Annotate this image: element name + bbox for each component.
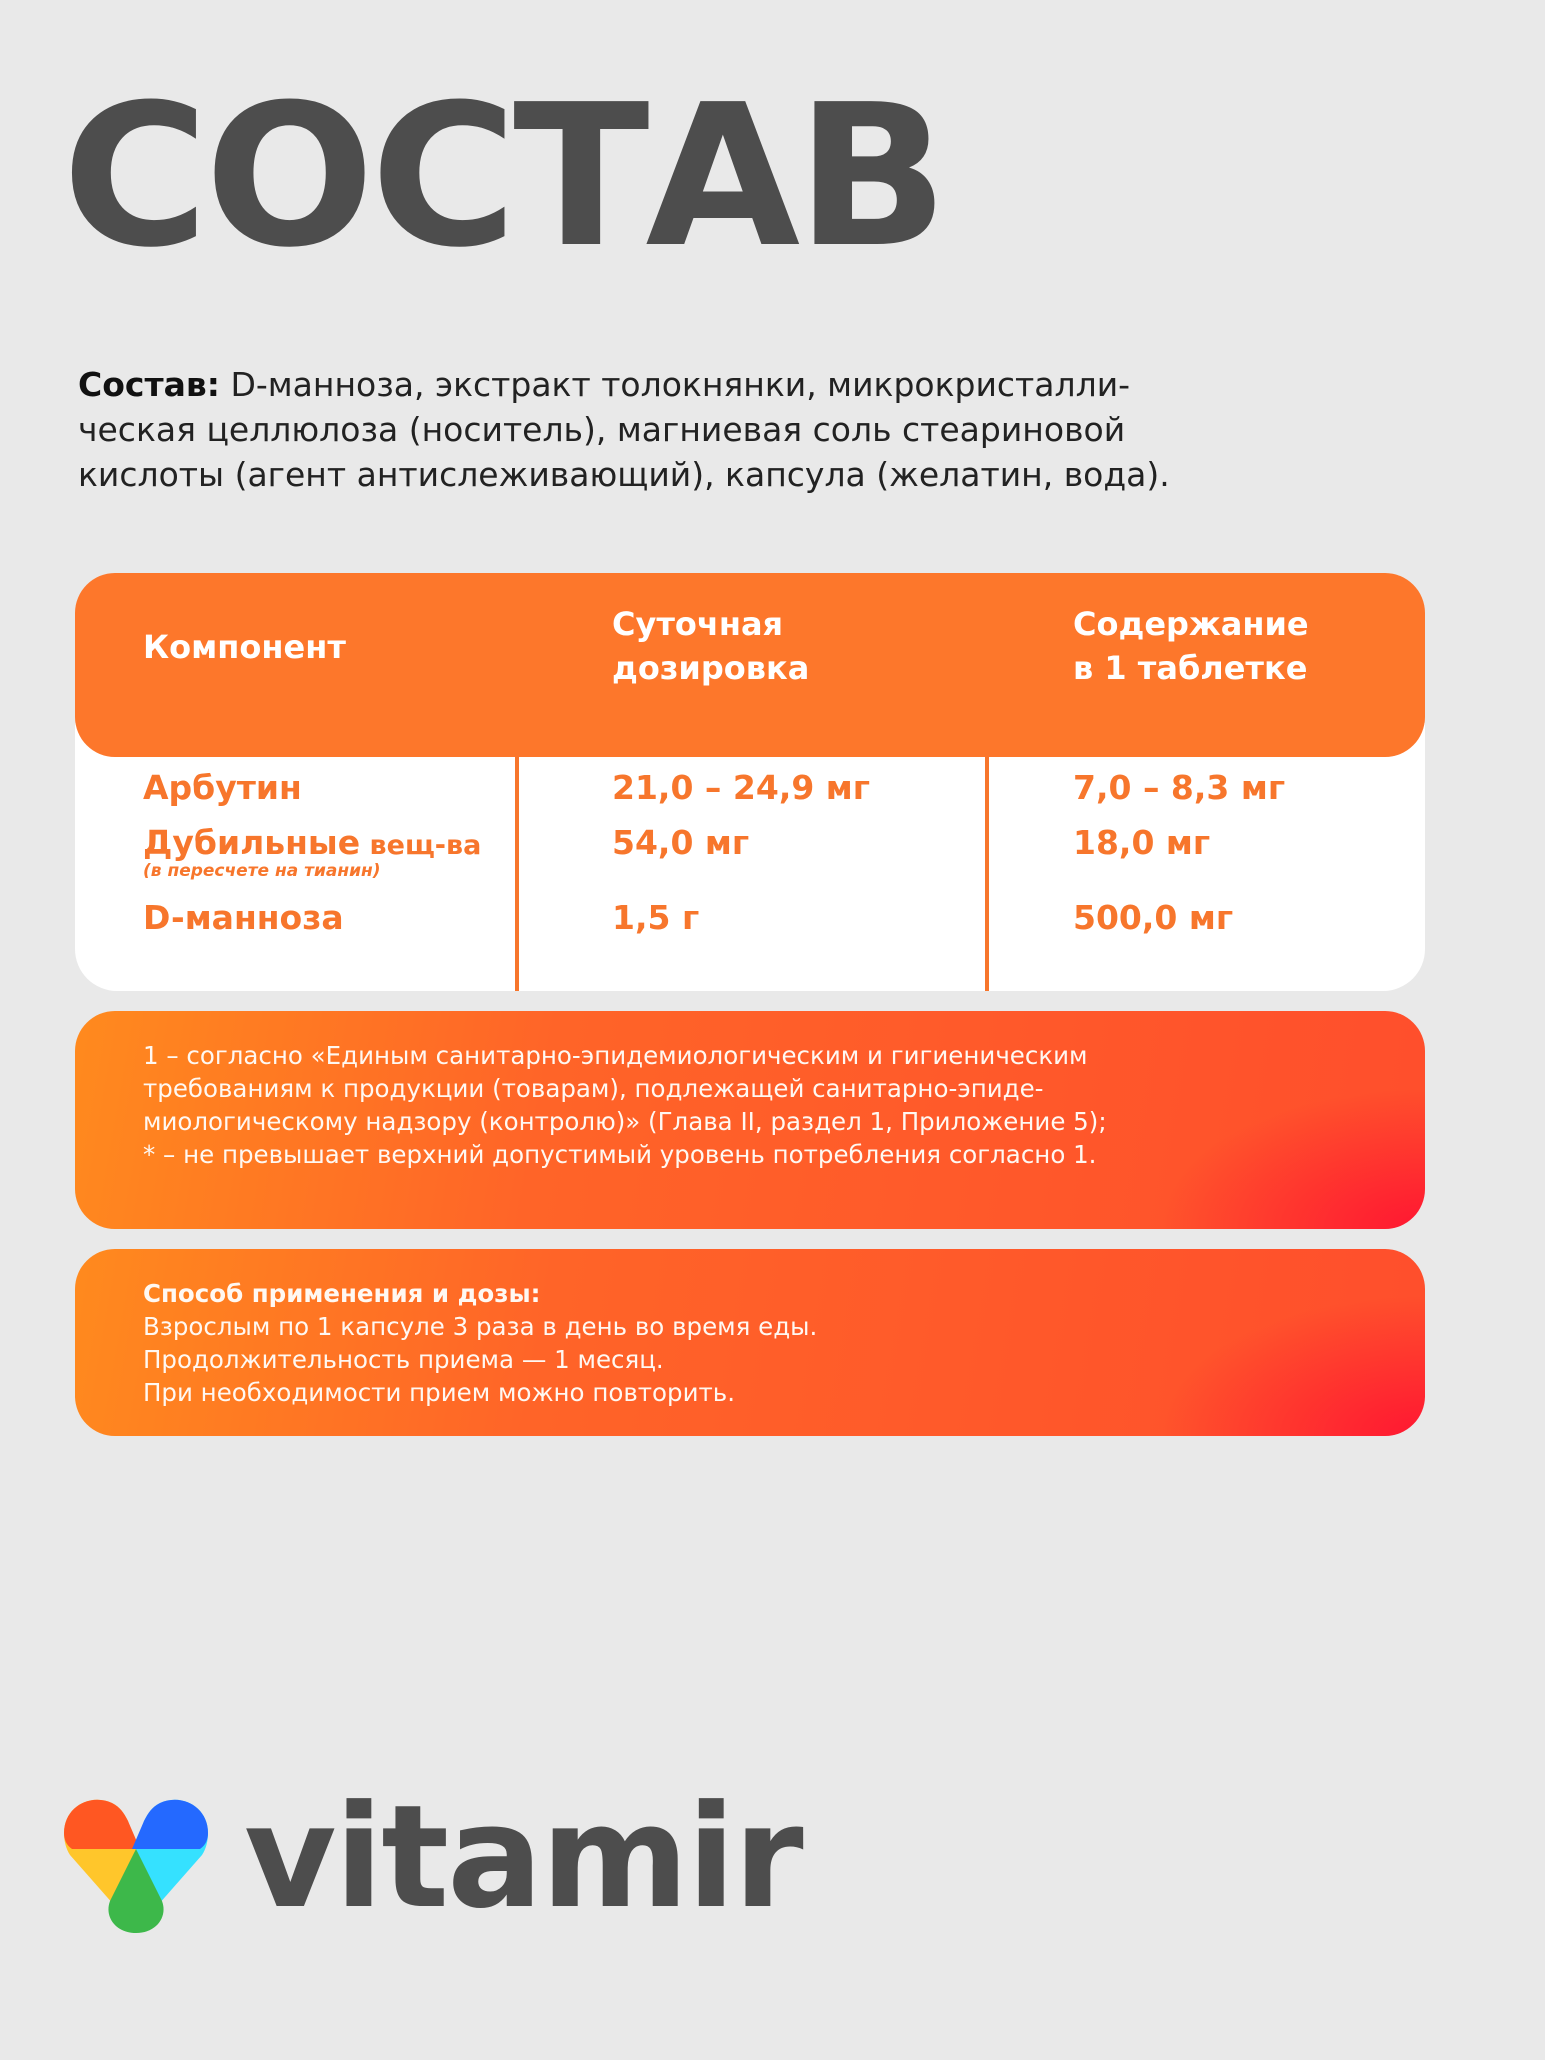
header-daily-dose [612, 602, 809, 690]
composition-line: ческая целлюлоза (носитель), магниевая соль стеариновой [78, 410, 1126, 449]
usage-box [75, 1249, 1425, 1436]
header-label: Компонент [143, 628, 346, 666]
row-tannins-per-tablet: 18,0 мг [1073, 823, 1211, 862]
header-component [143, 625, 346, 669]
footnotes-box [75, 1011, 1425, 1229]
row-mannose-daily: 1,5 г [612, 898, 700, 937]
column-divider [515, 757, 519, 991]
column-divider [985, 757, 989, 991]
footnote-line: * – не превышает верхний допустимый уровень потребления согласно 1. [143, 1140, 1097, 1169]
footnote-line: миологическому надзору (контролю)» (Глава II, раздел 1, Приложение 5); [143, 1107, 1107, 1136]
header-label: дозировка [612, 649, 810, 687]
footnote-line: 1 – согласно «Единым санитарно-эпидемиологическим и гигиеническим [143, 1041, 1088, 1070]
row-tannins-component [143, 823, 481, 866]
component-name: Дубильные [143, 823, 361, 862]
row-mannose-component: D-манноза [143, 898, 344, 937]
component-suffix: вещ-ва [360, 830, 482, 861]
row-mannose-per-tablet: 500,0 мг [1073, 898, 1234, 937]
usage-line: При необходимости прием можно повторить. [143, 1378, 736, 1407]
header-label: Суточная [612, 605, 784, 643]
usage-line: Продолжительность приема — 1 месяц. [143, 1345, 664, 1374]
row-arbutin-daily: 21,0 – 24,9 мг [612, 768, 871, 807]
row-arbutin-component: Арбутин [143, 768, 302, 807]
header-label: Содержание [1073, 605, 1309, 643]
row-arbutin-per-tablet: 7,0 – 8,3 мг [1073, 768, 1286, 807]
table-header [75, 573, 1425, 757]
row-tannins-daily: 54,0 мг [612, 823, 750, 862]
header-per-tablet [1073, 602, 1309, 690]
header-label: в 1 таблетке [1073, 649, 1308, 687]
composition-paragraph [78, 362, 1378, 497]
composition-table [75, 573, 1425, 991]
composition-line: кислоты (агент антислеживающий), капсула (желатин, вода). [78, 455, 1170, 494]
row-tannins-note: (в пересчете на тианин) [143, 861, 381, 881]
brand-name: vitamir [244, 1775, 802, 1940]
usage-line: Взрослым по 1 капсуле 3 раза в день во время еды. [143, 1312, 818, 1341]
footnote-line: требованиям к продукции (товарам), подлежащей санитарно-эпиде- [143, 1074, 1044, 1103]
composition-label: Состав: [78, 365, 220, 404]
usage-text [143, 1277, 817, 1409]
composition-line: D-манноза, экстракт толокнянки, микрокристалли- [230, 365, 1131, 404]
page-title: СОСТАВ [62, 63, 945, 291]
footnotes-text [143, 1039, 1107, 1171]
vitamir-logo-icon [60, 1793, 212, 1933]
usage-heading: Способ применения и дозы: [143, 1279, 541, 1308]
